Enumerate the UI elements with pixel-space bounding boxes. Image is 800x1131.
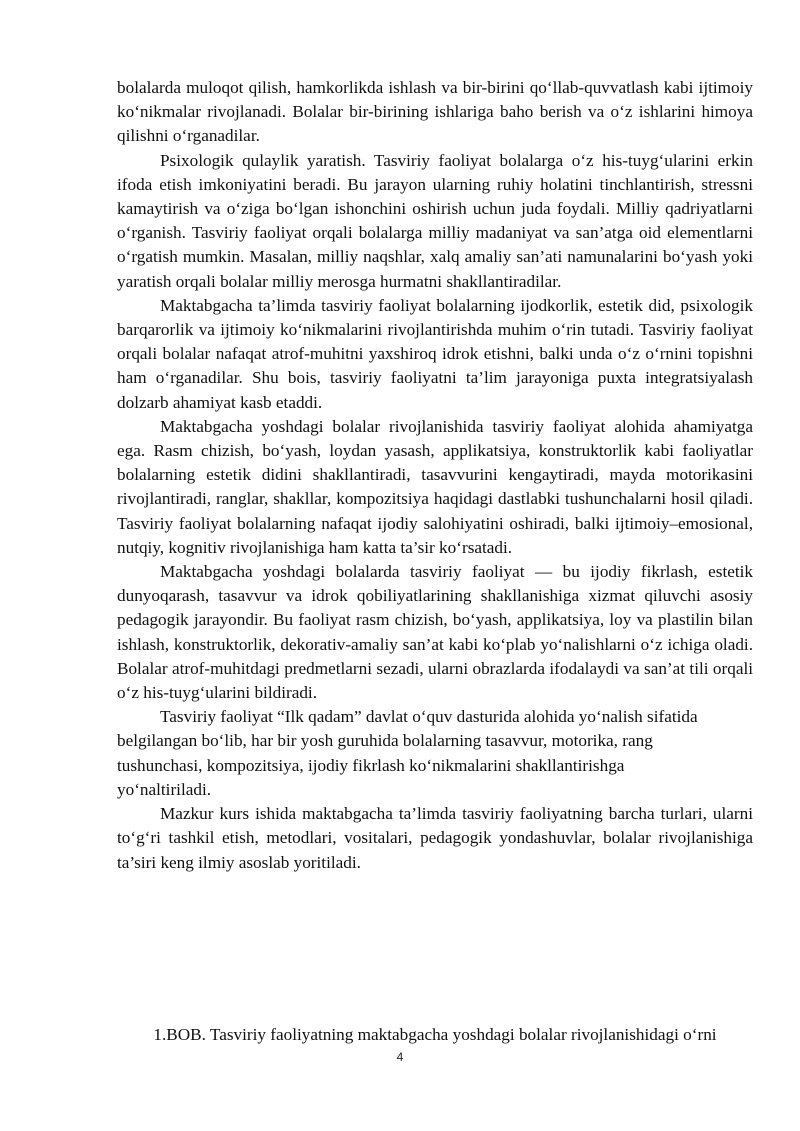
paragraph-preschool-education: Maktabgacha ta’limda tasviriy faoliyat bolalarning ijodkorlik, estetik did, psixologik barqarorlik va ijtimoiy ko‘nikmalarini rivojlantirishda muhim o‘rin tutadi. Tasviriy faoliyat orqali bolalar nafaqat atrof-muhitni yaxshiroq idrok etishni, balki unda o‘z o‘rnini topishni ham o‘rganadilar. Shu bois, tasviriy faoliyatni ta’lim jarayoniga puxta integratsiyalash dolzarb ahamiyat kasb etaddi. (117, 295, 753, 412)
paragraph-pedagogical-process: Maktabgacha yoshdagi bolalarda tasviriy faoliyat — bu ijodiy fikrlash, estetik dunyoqarash, tasavvur va idrok qobiliyatlarining shakllanishiga xizmat qiluvchi asosiy pedagogik jarayondir. Bu faoliyat rasm chizish, bo‘yash, applikatsiya, loy va plastilin bilan ishlash, konstruktorlik, dekorativ-amaliy san’at kabi ko‘plab yo‘nalishlarni o‘z ichiga oladi. Bolalar atrof-muhitdagi predmetlarni sezadi, ularni obrazlarda ifodalaydi va san’at tili orqali o‘z his-tuyg‘ularini bildiradi. (117, 562, 753, 703)
paragraph-continuation: bolalarda muloqot qilish, hamkorlikda ishlash va bir-birini qo‘llab-quvvatlash kabi ijtimoiy ko‘nikmalar rivojlanadi. Bolalar bir-birining ishlariga baho berish va o‘z ishlarini himoya qilishni o‘rganadilar. (117, 78, 753, 146)
paragraph-psychological-comfort: Psixologik qulaylik yaratish. Tasviriy faoliyat bolalarga o‘z his-tuyg‘ularini erkin ifoda etish imkoniyatini beradi. Bu jarayon ularning ruhiy holatini tinchlantirish, stressni kamaytirish va o‘ziga bo‘lgan ishonchini oshirish uchun juda foydali. Milliy qadriyatlarni o‘rganish. Tasviriy faoliyat orqali bolalarga milliy madaniyat va san’atga oid elementlarni o‘rgatish mumkin. Masalan, milliy naqshlar, xalq amaliy san’ati namunalarini bo‘yash yoki yaratish orqali bolalar milliy merosga hurmatni shakllantiradilar. (117, 150, 753, 291)
paragraph-ilk-qadam: Tasviriy faoliyat “Ilk qadam” davlat o‘quv dasturida alohida yo‘nalish sifatida belgilangan bo‘lib, har bir yosh guruhida bolalarning tasavvur, motorika, rang tushunchasi, kompozitsiya, ijodiy fikrlash ko‘nikmalarini shakllantirishga yo‘naltiriladi. (117, 707, 698, 799)
paragraph-course-work: Mazkur kurs ishida maktabgacha ta’limda tasviriy faoliyatning barcha turlari, ularni to‘g‘ri tashkil etish, metodlari, vositalari, pedagogik yondashuvlar, bolalar rivojlanishiga ta’siri keng ilmiy asoslab yoritiladi. (117, 804, 753, 872)
page-number: 4 (396, 1050, 404, 1064)
body-text (117, 76, 753, 875)
chapter-heading: 1.BOB. Tasviriy faoliyatning maktabgacha yoshdagi bolalar rivojlanishidagi o‘rni (153, 1025, 717, 1044)
paragraph-child-development: Maktabgacha yoshdagi bolalar rivojlanishida tasviriy faoliyat alohida ahamiyatga ega. Rasm chizish, bo‘yash, loydan yasash, applikatsiya, konstruktorlik kabi faoliyatlar bolalarning estetik didini shakllantiradi, tasavvurini kengaytiradi, mayda motorikasini rivojlantiradi, ranglar, shakllar, kompozitsiya haqidagi dastlabki tushunchalarni hosil qiladi. Tasviriy faoliyat bolalarning nafaqat ijodiy salohiyatini oshiradi, balki ijtimoiy–emosional, nutqiy, kognitiv rivojlanishiga ham katta ta’sir ko‘rsatadi. (117, 416, 753, 557)
